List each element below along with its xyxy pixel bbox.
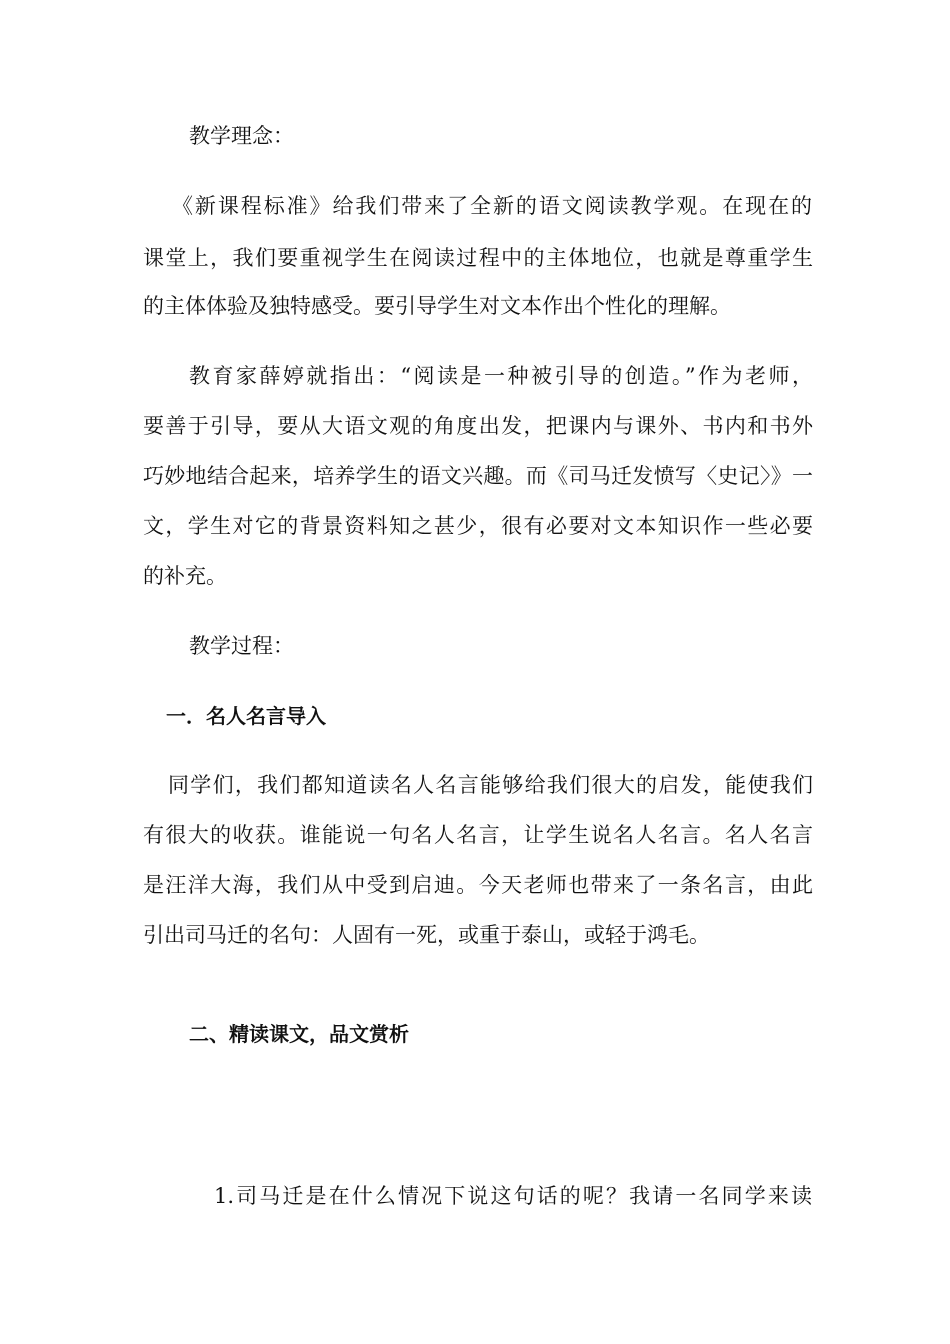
- paragraph-1-line-1: 《新课程标准》给我们带来了全新的语文阅读教学观。在现在的: [172, 194, 812, 218]
- paragraph-1-line-2: 课堂上，我们要重视学生在阅读过程中的主体地位，也就是尊重学生: [143, 246, 813, 270]
- paragraph-2-line-1: 教育家薛婷就指出：“阅读是一种被引导的创造。”作为老师，: [189, 364, 813, 388]
- paragraph-2-line-4: 文，学生对它的背景资料知之甚少，很有必要对文本知识作一些必要: [143, 514, 813, 538]
- paragraph-2-line-3: 巧妙地结合起来，培养学生的语文兴趣。而《司马迁发愤写〈史记〉》一: [143, 464, 813, 488]
- paragraph-2-line-2: 要善于引导，要从大语文观的角度出发，把课内与课外、书内和书外: [143, 414, 813, 438]
- paragraph-3-line-1: 同学们，我们都知道读名人名言能够给我们很大的启发，能使我们: [168, 773, 813, 797]
- paragraph-2-line-5: 的补充。: [143, 564, 227, 588]
- paragraph-3-line-2: 有很大的收获。谁能说一句名人名言，让学生说名人名言。名人名言: [143, 823, 813, 847]
- teaching-philosophy-heading: 教学理念：: [189, 124, 294, 148]
- section-2-title: 二、精读课文，品文赏析: [189, 1022, 409, 1046]
- teaching-process-heading: 教学过程：: [189, 634, 294, 658]
- section-1-title: 一．名人名言导入: [166, 704, 326, 728]
- paragraph-3-line-3: 是汪洋大海，我们从中受到启迪。今天老师也带来了一条名言，由此: [143, 873, 813, 897]
- item-1-text: 1.司马迁是在什么情况下说这句话的呢？我请一名同学来读: [214, 1184, 812, 1208]
- paragraph-1-line-3: 的主体体验及独特感受。要引导学生对文本作出个性化的理解。: [143, 294, 731, 318]
- paragraph-3-line-4: 引出司马迁的名句：人固有一死，或重于泰山，或轻于鸿毛。: [143, 923, 710, 947]
